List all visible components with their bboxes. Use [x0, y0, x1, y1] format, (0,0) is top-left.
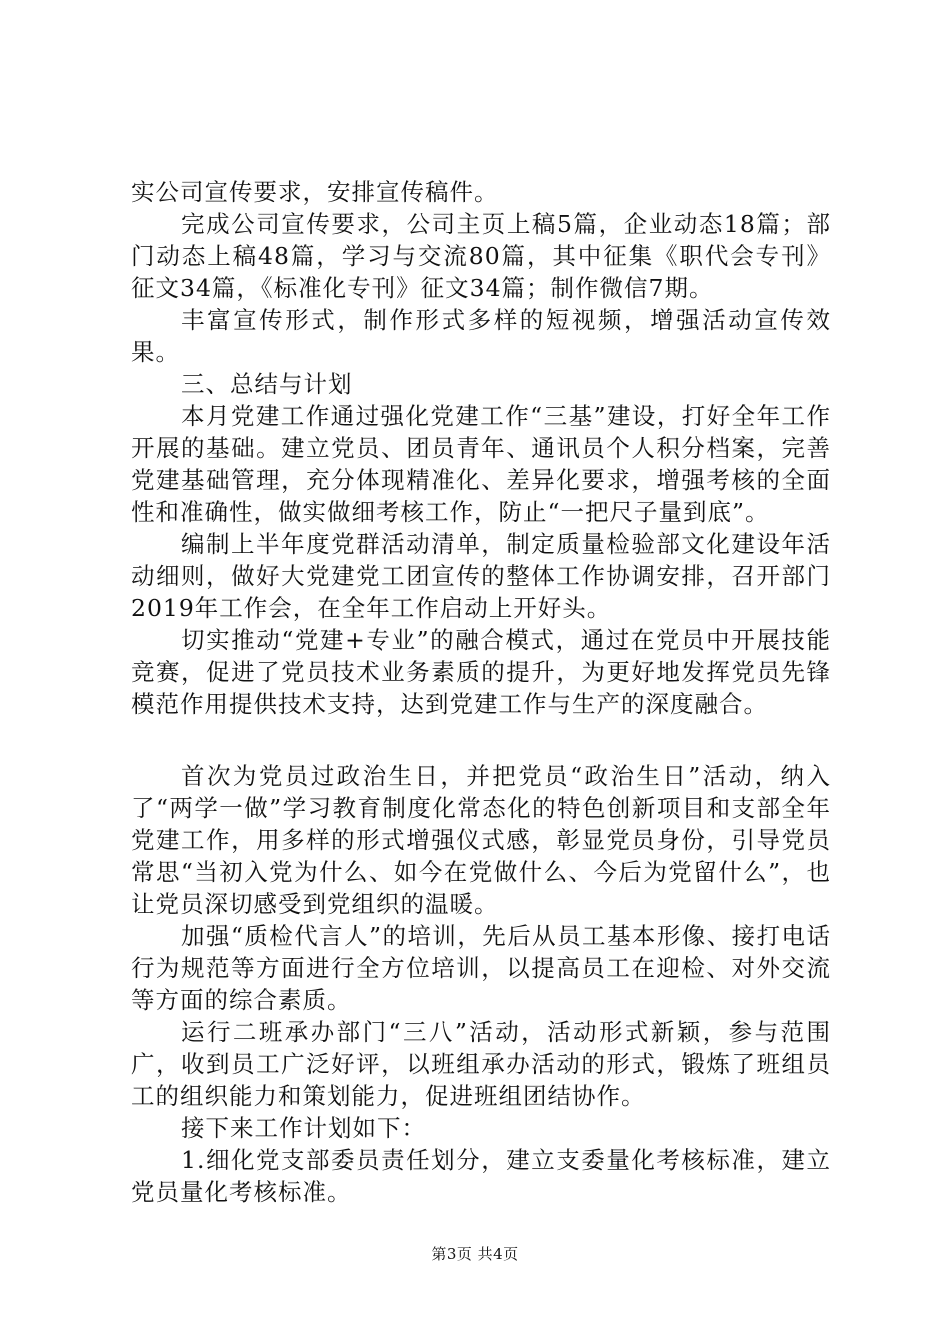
- plan-item-1: 1.细化党支部委员责任划分，建立支委量化考核标准，建立党员量化考核标准。: [131, 1146, 831, 1206]
- paragraph-publicity-stats: 完成公司宣传要求，公司主页上稿5篇，企业动态18篇；部门动态上稿48篇，学习与交流80篇，其中征集《职代会专刊》征文34篇，《标准化专刊》征文34篇；制作微信7期。: [131, 210, 831, 302]
- page-number-footer: 第3页 共4页: [431, 1245, 519, 1263]
- paragraph-activity-list: 编制上半年度党群活动清单，制定质量检验部文化建设年活动细则，做好大党建党工团宣传的整体工作协调安排，召开部门2019年工作会，在全年工作启动上开好头。: [131, 530, 831, 622]
- paragraph-spokesperson-training: 加强“质检代言人”的培训，先后从员工基本形像、接打电话行为规范等方面进行全方位培训，以提高员工在迎检、对外交流等方面的综合素质。: [131, 922, 831, 1014]
- paragraph-political-birthday: 首次为党员过政治生日，并把党员“政治生日”活动，纳入了“两学一做”学习教育制度化常态化的特色创新项目和支部全年党建工作，用多样的形式增强仪式感，彰显党员身份，引导党员常思“当初入党为什么、如今在党做什么、今后为党留什么”，也让党员深切感受到党组织的温暖。: [131, 762, 831, 918]
- document-body: [131, 176, 831, 1208]
- paragraph-party-professional: 切实推动“党建+专业”的融合模式，通过在党员中开展技能竞赛，促进了党员技术业务素质的提升，为更好地发挥党员先锋模范作用提供技术支持，达到党建工作与生产的深度融合。: [131, 626, 831, 718]
- paragraph-publicity-forms: 丰富宣传形式，制作形式多样的短视频，增强活动宣传效果。: [131, 306, 831, 366]
- paragraph-march-eighth-activity: 运行二班承办部门“三八”活动，活动形式新颖，参与范围广，收到员工广泛好评，以班组承办活动的形式，锻炼了班组员工的组织能力和策划能力，促进班组团结协作。: [131, 1018, 831, 1110]
- paragraph-three-basics: 本月党建工作通过强化党建工作“三基”建设，打好全年工作开展的基础。建立党员、团员青年、通讯员个人积分档案，完善党建基础管理，充分体现精准化、差异化要求，增强考核的全面性和准确性，做实做细考核工作，防止“一把尺子量到底”。: [131, 402, 831, 526]
- section-heading-summary-plan: 三、总结与计划: [181, 370, 353, 398]
- paragraph-continuation: 实公司宣传要求，安排宣传稿件。: [131, 178, 499, 206]
- paragraph-plan-intro: 接下来工作计划如下：: [181, 1114, 426, 1142]
